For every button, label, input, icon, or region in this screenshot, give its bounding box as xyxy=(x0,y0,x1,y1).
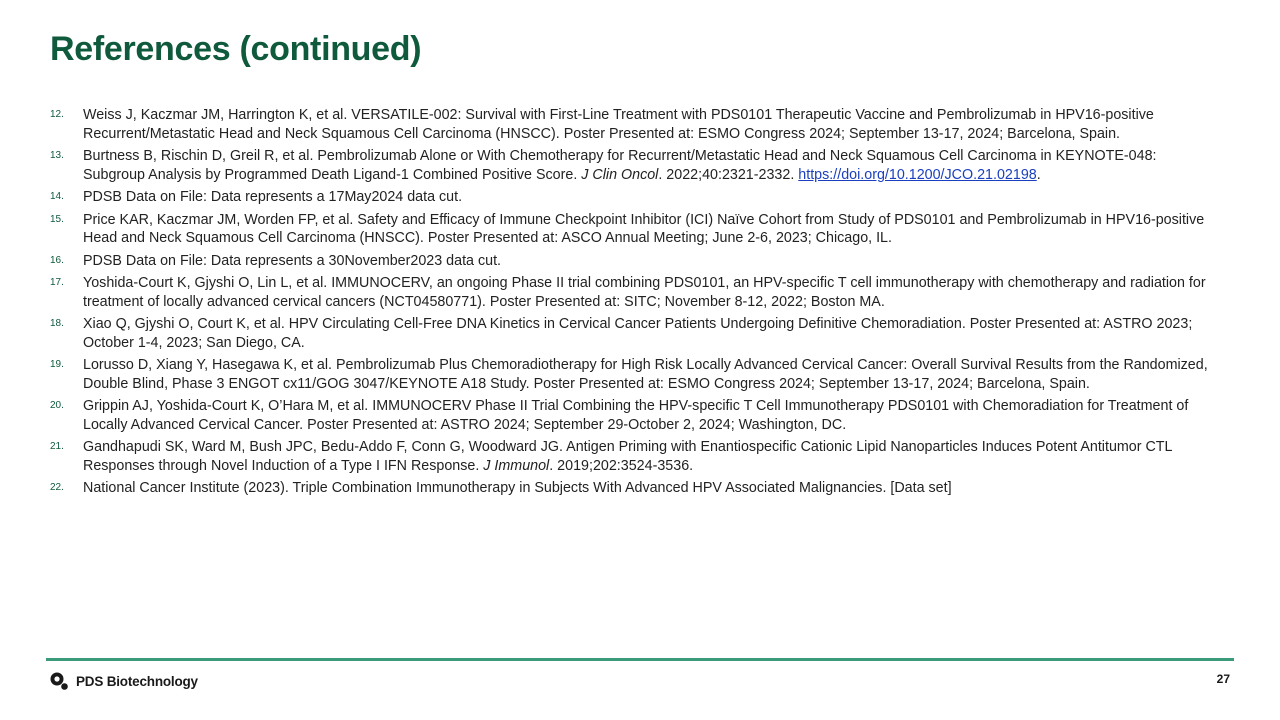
reference-item xyxy=(50,147,1220,184)
reference-number: 20. xyxy=(50,400,64,411)
journal-name: J Clin Oncol xyxy=(581,166,659,183)
reference-item xyxy=(50,397,1220,434)
reference-text: Lorusso D, Xiang Y, Hasegawa K, et al. Pembrolizumab Plus Chemoradiotherapy for High Risk Locally Advanced Cervical Cancer: Overall Survival Results from the Randomized, Double Blind, Phase 3 ENGOT cx11/GOG 3047/KEYNOTE A18 Study. Poster Presented at: ESMO Congress 2024; September 13-17, 2024; Barcelona, Spain. xyxy=(83,357,1208,392)
reference-item xyxy=(50,479,1220,498)
reference-text: Grippin AJ, Yoshida-Court K, O’Hara M, et al. IMMUNOCERV Phase II Trial Combining the HPV-specific T Cell Immunotherapy PDS0101 with Chemoradiation for Treatment of Locally Advanced Cervical Cancer. Poster Presented at: ASTRO 2024; September 29-October 2, 2024; Washington, DC. xyxy=(83,398,1189,433)
reference-text: National Cancer Institute (2023). Triple Combination Immunotherapy in Subjects With Advanced HPV Associated Malignancies. [Data set] xyxy=(83,480,952,496)
reference-item xyxy=(50,315,1220,352)
reference-text: Weiss J, Kaczmar JM, Harrington K, et al. VERSATILE-002: Survival with First-Line Treatment with PDS0101 Therapeutic Vaccine and Pembrolizumab in HPV16-positive Recurrent/Metastatic Head and Neck Squamous Cell Carcinoma (HNSCC). Poster Presented at: ESMO Congress 2024; September 13-17, 2024; Barcelona, Spain. xyxy=(83,107,1154,142)
reference-text: PDSB Data on File: Data represents a 30November2023 data cut. xyxy=(83,252,502,269)
reference-item xyxy=(50,356,1220,393)
footer-divider xyxy=(46,658,1234,661)
reference-number: 15. xyxy=(50,213,64,225)
reference-number: 19. xyxy=(50,359,64,370)
reference-number: 16. xyxy=(50,254,64,266)
reference-number: 12. xyxy=(50,109,64,120)
reference-item xyxy=(50,211,1220,248)
reference-text xyxy=(83,438,1220,475)
page-title: References (continued) xyxy=(50,30,422,68)
reference-item xyxy=(50,252,1220,271)
reference-item xyxy=(50,106,1220,143)
reference-number: 18. xyxy=(50,318,64,329)
reference-item xyxy=(50,188,1220,207)
reference-citation: Burtness B, Rischin D, Greil R, et al. Pembrolizumab Alone or With Chemotherapy for Recurrent/Metastatic Head and Neck Squamous Cell Carcinoma in KEYNOTE-048: Subgroup Analysis by Programmed Death Ligand-1 Combined Positive Score. xyxy=(83,148,1157,183)
logo-text: PDS Biotechnology xyxy=(76,673,198,689)
reference-number: 14. xyxy=(50,191,64,202)
reference-text: PDSB Data on File: Data represents a 17May2024 data cut. xyxy=(83,189,463,205)
reference-citation-details: . 2022;40:2321-2332. xyxy=(658,166,799,183)
reference-number: 22. xyxy=(50,482,64,493)
reference-number: 21. xyxy=(50,441,64,452)
reference-text: Xiao Q, Gjyshi O, Court K, et al. HPV Circulating Cell-Free DNA Kinetics in Cervical Cancer Patients Undergoing Definitive Chemoradiation. Poster Presented at: ASTRO 2023; October 1-4, 2023; San Diego, CA. xyxy=(83,316,1193,351)
company-logo xyxy=(48,670,198,692)
reference-list xyxy=(50,106,1220,502)
reference-text: Price KAR, Kaczmar JM, Worden FP, et al. Safety and Efficacy of Immune Checkpoint Inhibitor (ICI) Naïve Cohort from Study of PDS0101 and Pembrolizumab in HPV16-positive Head and Neck Squamous Cell Carcinoma (HNSCC). Poster Presented at: ASCO Annual Meeting; June 2-6, 2023; Chicago, IL. xyxy=(83,211,1205,246)
reference-citation-details: . 2019;202:3524-3536. xyxy=(549,457,694,474)
reference-number: 13. xyxy=(50,150,64,161)
reference-text xyxy=(83,147,1220,184)
reference-item xyxy=(50,274,1220,311)
doi-link[interactable]: https://doi.org/10.1200/JCO.21.02198 xyxy=(798,166,1037,183)
reference-citation: Gandhapudi SK, Ward M, Bush JPC, Bedu-Addo F, Conn G, Woodward JG. Antigen Priming with Enantiospecific Cationic Lipid Nanoparticles Induces Potent Antitumor CTL Responses through Novel Induction of a Type I IFN Response. xyxy=(83,439,1172,474)
reference-text: Yoshida-Court K, Gjyshi O, Lin L, et al. IMMUNOCERV, an ongoing Phase II trial combining PDS0101, an HPV-specific T cell immunotherapy with chemotherapy and radiation for treatment of locally advanced cervical cancers (NCT04580771). Poster Presented at: SITC; November 8-12, 2022; Boston MA. xyxy=(83,275,1206,310)
reference-number: 17. xyxy=(50,277,64,288)
reference-period: . xyxy=(1036,166,1041,183)
reference-item xyxy=(50,438,1220,475)
journal-name: J Immunol xyxy=(483,457,550,474)
page-number: 27 xyxy=(1216,672,1230,686)
pds-logo-icon xyxy=(48,670,70,692)
